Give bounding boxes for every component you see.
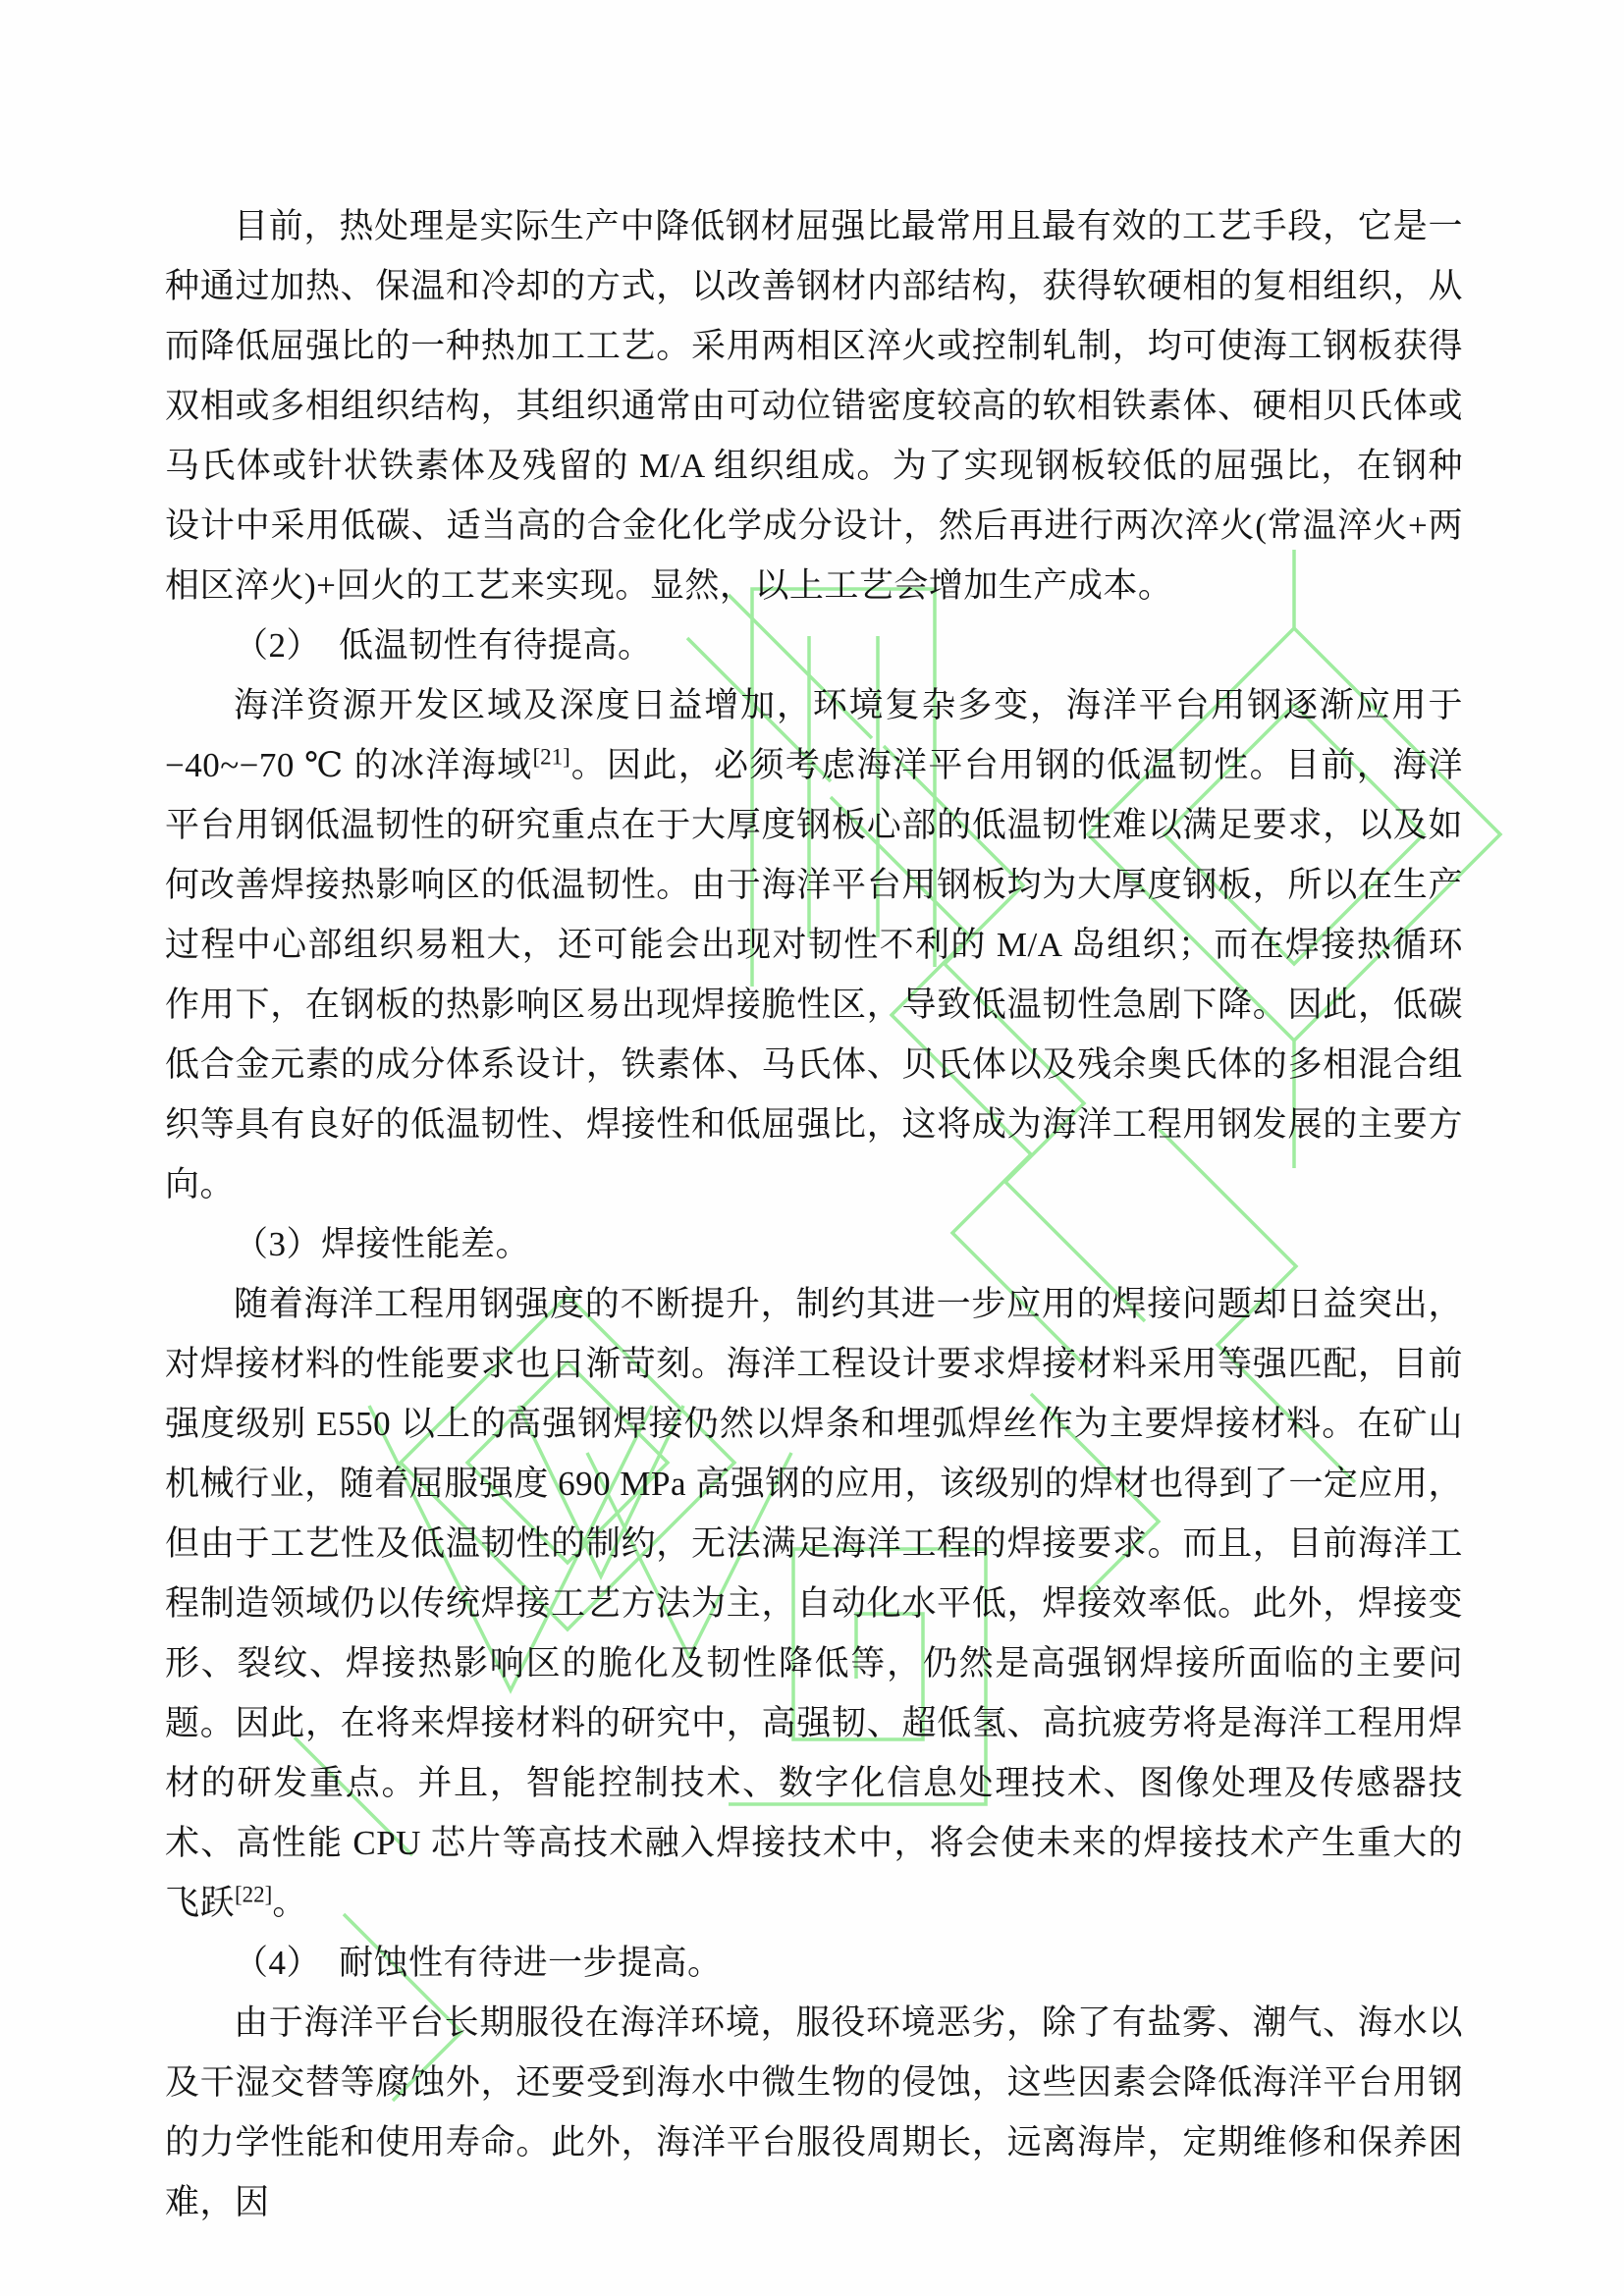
heading-weldability: （3）焊接性能差。	[234, 1225, 531, 1263]
paragraph-3-text-after-citation: 。	[272, 1884, 307, 1922]
paragraph-2-text-before-citation: 海洋资源开发区域及深度日益增加，环境复杂多变，海洋平台用钢逐渐应用于−40~−70 ℃ 的冰洋海域	[165, 686, 1463, 784]
paragraph-low-temperature-toughness	[165, 675, 1463, 1214]
citation-ref-21: [21]	[532, 744, 570, 770]
heading-low-temperature-toughness: （2） 低温韧性有待提高。	[234, 626, 653, 665]
paragraph-heat-treatment: 目前，热处理是实际生产中降低钢材屈强比最常用且最有效的工艺手段，它是一种通过加热、保温和冷却的方式，以改善钢材内部结构，获得软硬相的复相组织，从而降低屈强比的一种热加工工艺。采用两相区淬火或控制轧制，均可使海工钢板获得双相或多相组织结构，其组织通常由可动位错密度较高的软相铁素体、硬相贝氏体或马氏体或针状铁素体及残留的 M/A 组织组成。为了实现钢板较低的屈强比，在钢种设计中采用低碳、适当高的合金化化学成分设计，然后再进行两次淬火(常温淬火+两相区淬火)+回火的工艺来实现。显然，以上工艺会增加生产成本。	[165, 207, 1463, 605]
heading-corrosion-resistance: （4） 耐蚀性有待进一步提高。	[234, 1944, 723, 1982]
paragraph-3-text-before-citation: 随着海洋工程用钢强度的不断提升，制约其进一步应用的焊接问题却日益突出，对焊接材料的性能要求也日渐苛刻。海洋工程设计要求焊接材料采用等强匹配，目前强度级别 E550 以上的高强钢焊接仍然以焊条和埋弧焊丝作为主要焊接材料。在矿山机械行业，随着屈服强度 690 MPa 高强钢的应用，该级别的焊材也得到了一定应用，但由于工艺性及低温韧性的制约，无法满足海洋工程的焊接要求。而且，目前海洋工程制造领域仍以传统焊接工艺方法为主，自动化水平低，焊接效率低。此外，焊接变形、裂纹、焊接热影响区的脆化及韧性降低等，仍然是高强钢焊接所面临的主要问题。因此，在将来焊接材料的研究中，高强韧、超低氢、高抗疲劳将是海洋工程用焊材的研发重点。并且，智能控制技术、数字化信息处理技术、图像处理及传感器技术、高性能 CPU 芯片等高技术融入焊接技术中，将会使未来的焊接技术产生重大的飞跃	[165, 1285, 1463, 1922]
paragraph-weldability	[165, 1274, 1463, 1933]
body-text	[165, 196, 1463, 2232]
paragraph-corrosion-resistance: 由于海洋平台长期服役在海洋环境，服役环境恶劣，除了有盐雾、潮气、海水以及干湿交替等腐蚀外，还要受到海水中微生物的侵蚀，这些因素会降低海洋平台用钢的力学性能和使用寿命。此外，海洋平台服役周期长，远离海岸，定期维修和保养困难，因	[165, 2003, 1463, 2221]
citation-ref-22: [22]	[235, 1882, 273, 1907]
paragraph-2-text-after-citation: 。因此，必须考虑海洋平台用钢的低温韧性。目前，海洋平台用钢低温韧性的研究重点在于大厚度钢板心部的低温韧性难以满足要求，以及如何改善焊接热影响区的低温韧性。由于海洋平台用钢板均为大厚度钢板，所以在生产过程中心部组织易粗大，还可能会出现对韧性不利的 M/A 岛组织；而在焊接热循环作用下，在钢板的热影响区易出现焊接脆性区，导致低温韧性急剧下降。因此，低碳低合金元素的成分体系设计，铁素体、马氏体、贝氏体以及残余奥氏体的多相混合组织等具有良好的低温韧性、焊接性和低屈强比，这将成为海洋工程用钢发展的主要方向。	[165, 746, 1463, 1203]
